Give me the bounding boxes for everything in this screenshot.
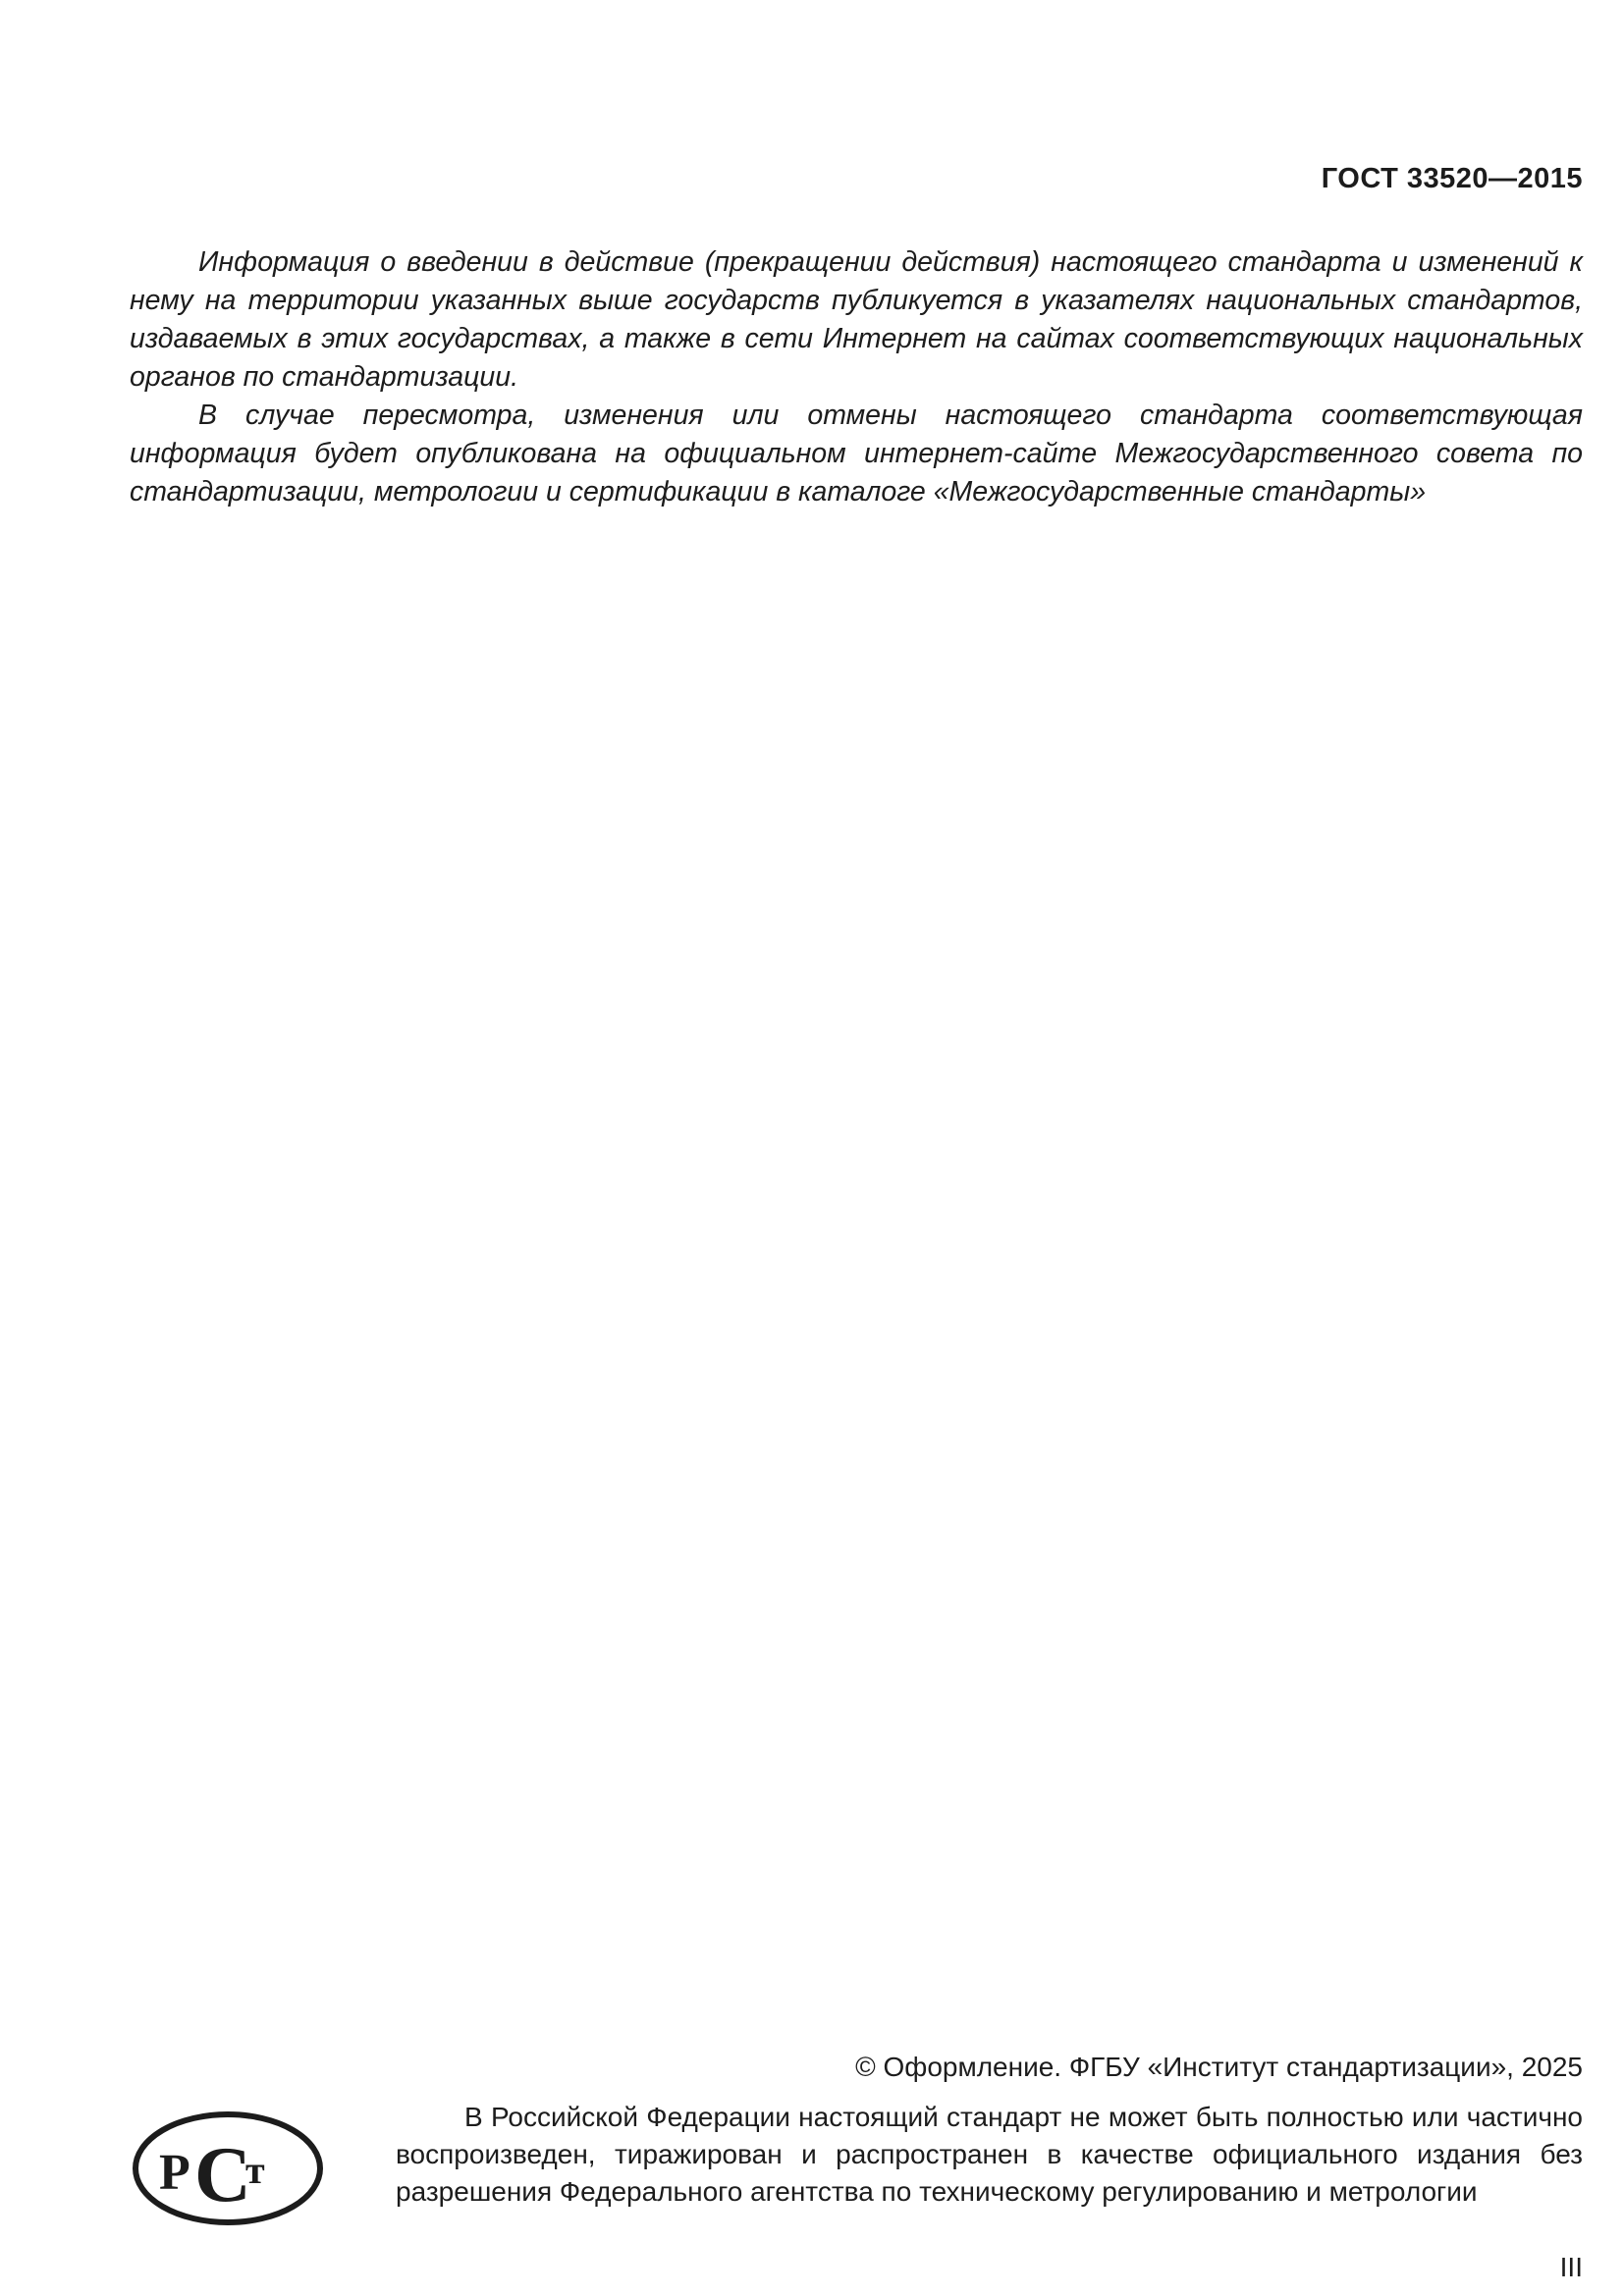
reproduction-restriction-text: В Российской Федерации настоящий стандарт не может быть полностью или частично воспроизведен, тиражирован и распространен в качестве официального издания без разрешения Федерального агентства по техническому регулированию и метрологии bbox=[396, 2102, 1583, 2207]
imprint-block bbox=[130, 2099, 1583, 2228]
page-number: III bbox=[1559, 2252, 1583, 2282]
foreword-paragraph-2: В случае пересмотра, изменения или отмены настоящего стандарта соответствующая информация будет опубликована на официальном интернет-сайте Межгосударственного совета по стандартизации, метрологии и сертификации в каталоге «Межгосударственные стандарты» bbox=[130, 400, 1583, 507]
logo-letter-t: т bbox=[245, 2148, 265, 2192]
rosstandart-logo bbox=[130, 2099, 331, 2228]
foreword-paragraph-1: Информация о введении в действие (прекращении действия) настоящего стандарта и изменений к нему на территории указанных выше государств публикуется в указателях национальных стандартов, издаваемых в этих государствах, а также в сети Интернет на сайтах соответствующих национальных органов по стандартизации. bbox=[130, 246, 1583, 393]
logo-letter-p: Р bbox=[159, 2145, 190, 2201]
copyright-line: © Оформление. ФГБУ «Институт стандартизации», 2025 bbox=[855, 2052, 1583, 2082]
reproduction-restriction bbox=[396, 2099, 1583, 2211]
logo-letter-c: С bbox=[194, 2132, 251, 2218]
rosstandart-logo-icon bbox=[130, 2109, 326, 2228]
foreword-note bbox=[130, 243, 1583, 511]
standard-designation-header: ГОСТ 33520—2015 bbox=[1321, 163, 1583, 194]
